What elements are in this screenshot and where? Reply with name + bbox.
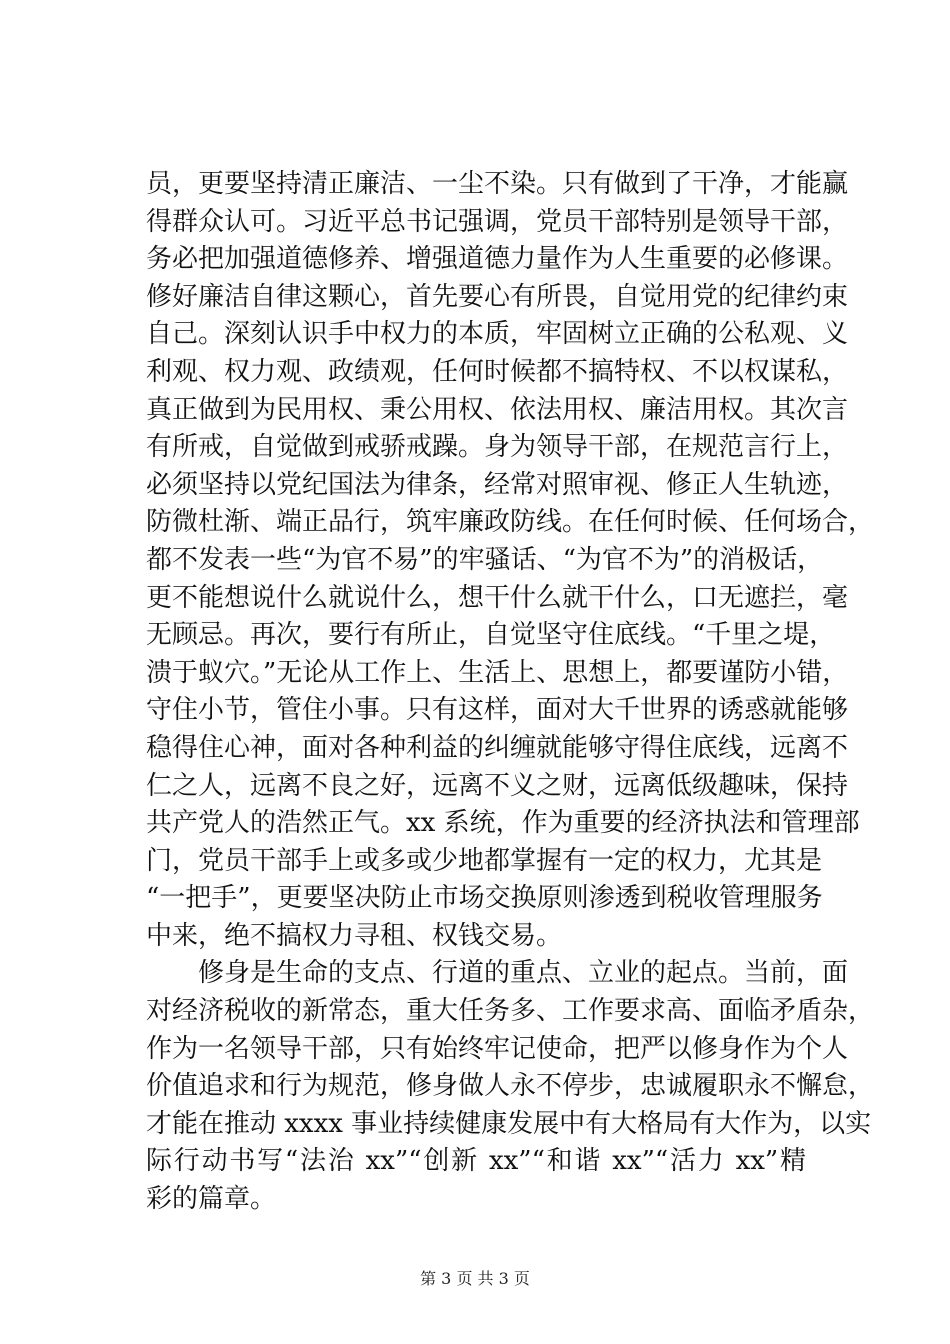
text-line: 员，更要坚持清正廉洁、一尘不染。只有做到了干净，才能赢 (146, 169, 849, 199)
text-line: 必须坚持以党纪国法为律条，经常对照审视、修正人生轨迹， (146, 469, 849, 500)
text-line: “一把手”，更要坚决防止市场交换原则渗透到税收管理服务 (146, 883, 823, 914)
text-line: 彩的篇章。 (146, 1184, 277, 1215)
page-number-footer: 第 3 页 共 3 页 (420, 1269, 530, 1288)
text-line: 自己。深刻认识手中权力的本质，牢固树立正确的公私观、义 (146, 319, 849, 350)
text-line: 作为一名领导干部，只有始终牢记使命，把严以修身作为个人 (146, 1033, 849, 1064)
text-line: 中来，绝不搞权力寻租、权钱交易。 (146, 920, 563, 951)
text-line: 有所戒，自觉做到戒骄戒躁。身为领导干部，在规范言行上， (146, 432, 849, 463)
text-line: 才能在推动 xxxx 事业持续健康发展中有大格局有大作为，以实 (146, 1108, 872, 1139)
text-line: 守住小节，管住小事。只有这样，面对大千世界的诱惑就能够 (146, 695, 849, 726)
text-line: 利观、权力观、政绩观，任何时候都不搞特权、不以权谋私， (146, 356, 849, 387)
text-line: 价值追求和行为规范，修身做人永不停步，忠诚履职永不懈怠， (146, 1071, 875, 1102)
text-line: 仁之人，远离不良之好，远离不义之财，远离低级趣味，保持 (146, 770, 849, 801)
text-line: 修身是生命的支点、行道的重点、立业的起点。当前，面 (146, 958, 849, 989)
text-line: 修好廉洁自律这颗心，首先要心有所畏，自觉用党的纪律约束 (146, 281, 849, 312)
text-line: 溃于蚁穴。”无论从工作上、生活上、思想上，都要谨防小错， (146, 657, 849, 688)
text-line: 防微杜渐、端正品行，筑牢廉政防线。在任何时候、任何场合， (146, 507, 875, 538)
document-body (146, 166, 875, 1219)
text-line: 真正做到为民用权、秉公用权、依法用权、廉洁用权。其次言 (146, 394, 849, 425)
text-line: 稳得住心神，面对各种利益的纠缠就能够守得住底线，远离不 (146, 732, 849, 763)
text-line: 更不能想说什么就说什么，想干什么就干什么，口无遮拦，毫 (146, 582, 849, 613)
text-line: 得群众认可。习近平总书记强调，党员干部特别是领导干部， (146, 206, 849, 237)
text-line: 都不发表一些“为官不易”的牢骚话、“为官不为”的消极话， (146, 544, 824, 575)
text-line: 际行动书写“法治 xx”“创新 xx”“和谐 xx”“活力 xx”精 (146, 1146, 806, 1177)
text-line: 务必把加强道德修养、增强道德力量作为人生重要的必修课。 (146, 244, 849, 275)
text-line: 无顾忌。再次，要行有所止，自觉坚守住底线。“千里之堤， (146, 620, 836, 651)
text-line: 门，党员干部手上或多或少地都掌握有一定的权力，尤其是 (146, 845, 823, 876)
text-line: 对经济税收的新常态，重大任务多、工作要求高、面临矛盾杂， (146, 996, 875, 1027)
text-line: 共产党人的浩然正气。xx 系统，作为重要的经济执法和管理部 (146, 808, 860, 839)
